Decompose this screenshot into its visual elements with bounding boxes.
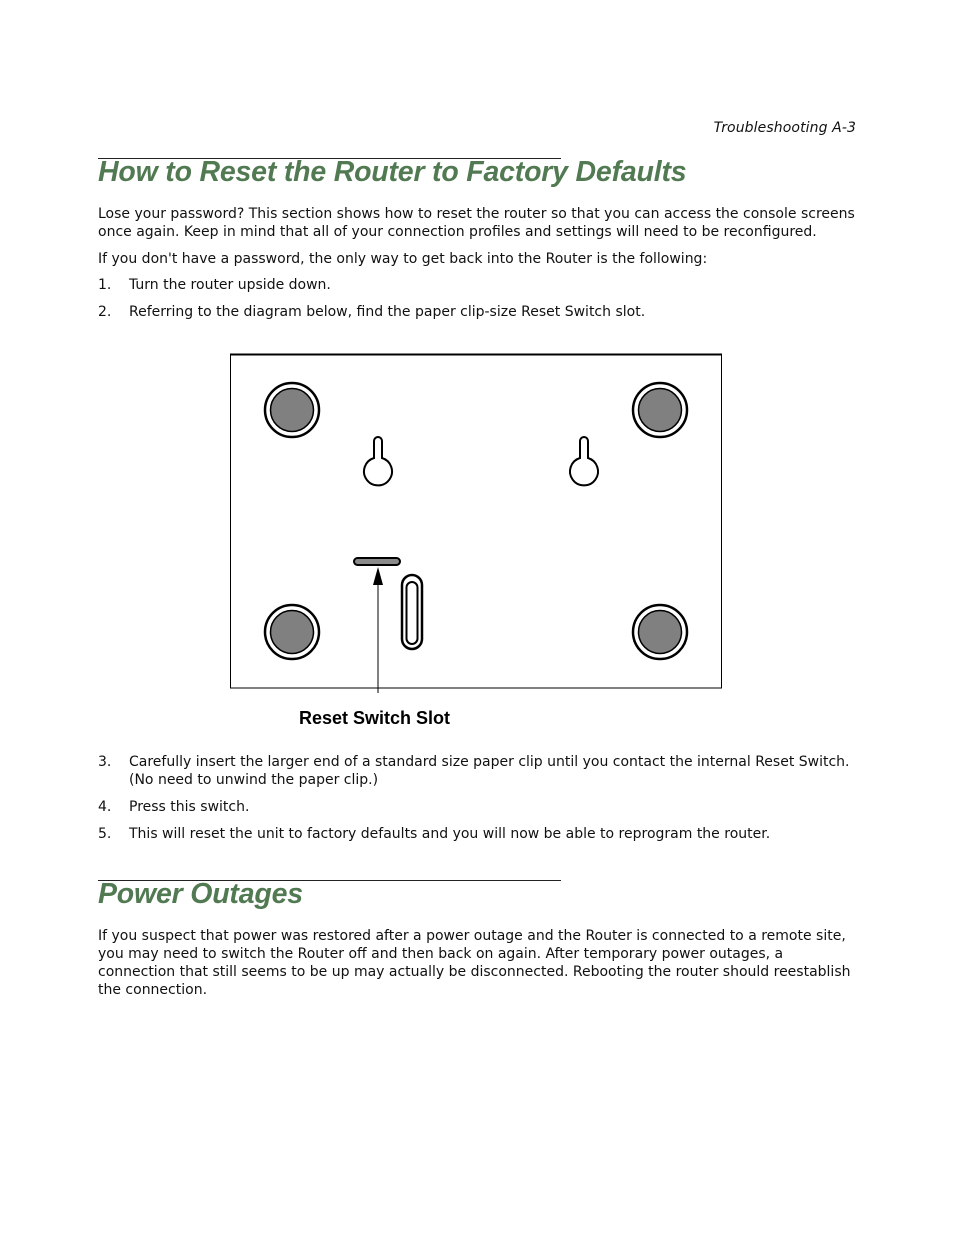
step-number: 5.	[98, 826, 112, 842]
figure-caption: Reset Switch Slot	[299, 708, 451, 728]
step-text: This will reset the unit to factory defaults and you will now be able to reprogram the router.	[129, 826, 771, 842]
power-section-title: Power Outages	[98, 878, 303, 910]
rubber-foot-icon	[633, 383, 687, 437]
reset-slot-icon	[354, 558, 400, 565]
rubber-foot-icon	[265, 605, 319, 659]
step-number: 2.	[98, 304, 112, 320]
running-header: Troubleshooting A-3	[713, 120, 856, 136]
step-number: 3.	[98, 754, 112, 770]
step-text: Press this switch.	[129, 799, 250, 815]
reset-intro-paragraph: Lose your password? This section shows how to reset the router so that you can access the console screens once again. Keep in mind that all of your connection profiles and settings will need to be reconfigured.	[98, 206, 855, 240]
power-outages-paragraph: If you suspect that power was restored after a power outage and the Router is connected to a remote site, you may need to switch the Router off and then back on again. After temporary power outages, a connection that still seems to be up may actually be disconnected. Rebooting the router should reestablish the connection.	[98, 928, 851, 998]
reset-section-title: How to Reset the Router to Factory Defaults	[98, 156, 687, 188]
step-text: Referring to the diagram below, find the paper clip-size Reset Switch slot.	[129, 304, 646, 320]
step-number: 1.	[98, 277, 112, 293]
reset-lead-paragraph: If you don't have a password, the only way to get back into the Router is the following:	[98, 251, 708, 267]
rubber-foot-icon	[633, 605, 687, 659]
step-text: Turn the router upside down.	[129, 277, 331, 293]
step-text: Carefully insert the larger end of a standard size paper clip until you contact the internal Reset Switch. (No need to unwind the paper clip.)	[129, 754, 850, 788]
router-underside-diagram	[230, 353, 724, 698]
rubber-foot-icon	[265, 383, 319, 437]
step-number: 4.	[98, 799, 112, 815]
